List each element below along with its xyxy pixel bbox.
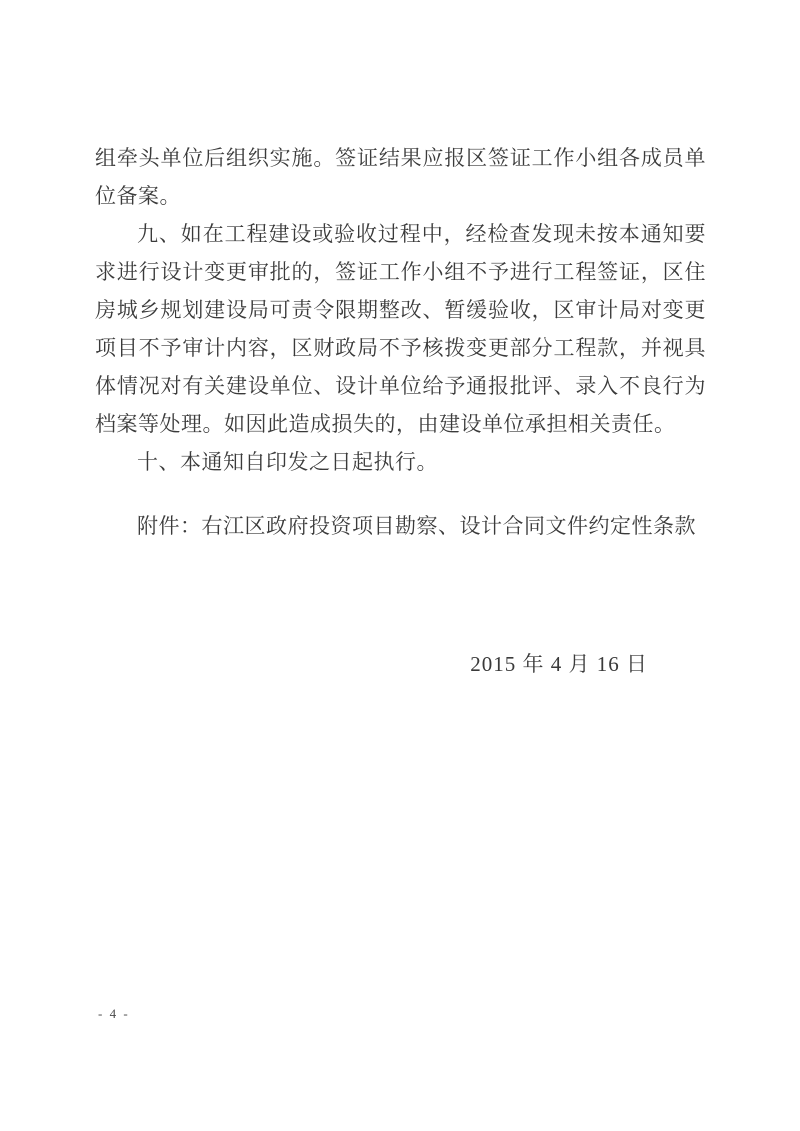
paragraph-item-ten: 十、本通知自印发之日起执行。 xyxy=(137,450,438,474)
page-number: - 4 - xyxy=(98,1006,130,1021)
document-body xyxy=(95,139,706,683)
paragraph-item-nine: 九、如在工程建设或验收过程中，经检查发现未按本通知要求进行设计变更审批的，签证工作小组不予进行工程签证，区住房城乡规划建设局可责令限期整改、暂缓验收，区审计局对变更项目不予审计内容，区财政局不予核拨变更部分工程款，并视具体情况对有关建设单位、设计单位给予通报批评、录入不良行为档案等处理。如因此造成损失的，由建设单位承担相关责任。 xyxy=(95,222,706,436)
attachment-line: 附件：右江区政府投资项目勘察、设计合同文件约定性条款 xyxy=(137,514,696,538)
paragraph-continuation: 组牵头单位后组织实施。签证结果应报区签证工作小组各成员单位备案。 xyxy=(95,146,706,208)
date-line: 2015 年 4 月 16 日 xyxy=(470,652,648,676)
